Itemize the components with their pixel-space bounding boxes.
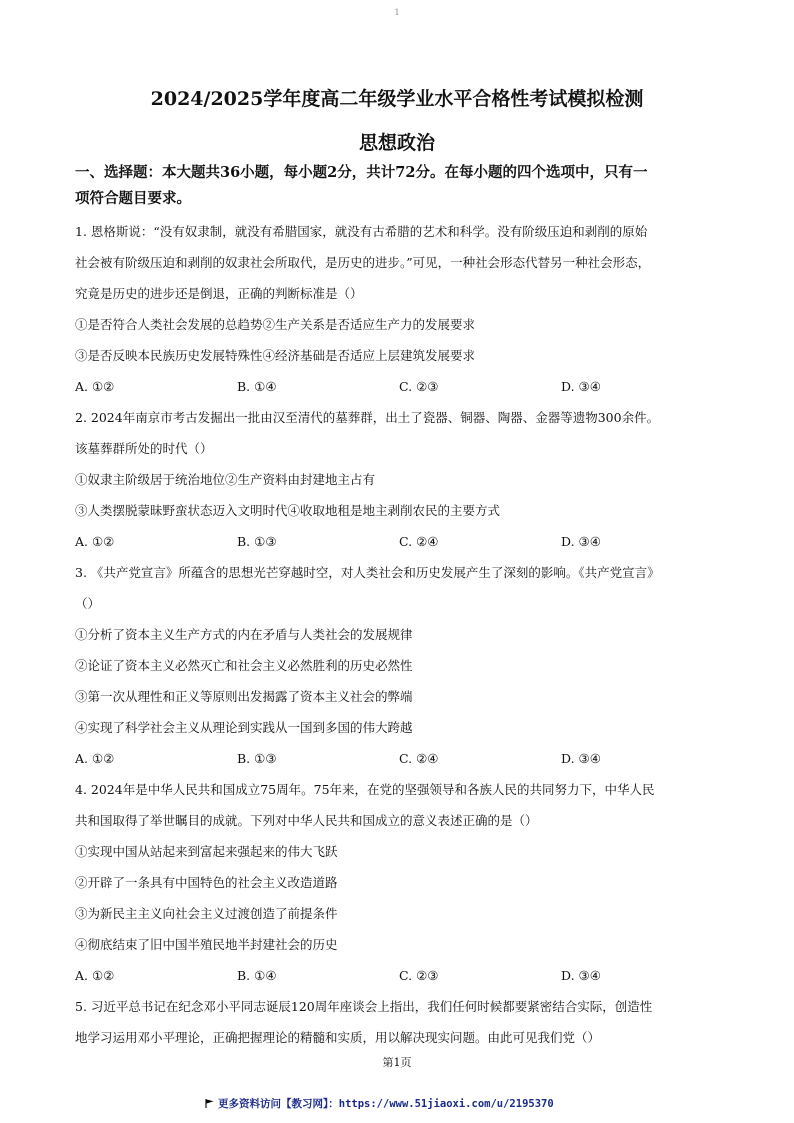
exam-title: 2024/2025学年度高二年级学业水平合格性考试模拟检测 xyxy=(150,88,644,110)
section-heading xyxy=(75,160,723,212)
choice-d[interactable]: D. ③④ xyxy=(561,379,601,394)
statement-line: ④实现了科学社会主义从理论到实践从一国到多国的伟大跨越 xyxy=(75,720,413,735)
choice-a[interactable]: A. ①② xyxy=(75,534,115,549)
statement-line: ②开辟了一条具有中国特色的社会主义改造道路 xyxy=(75,875,338,890)
statement-line: ③第一次从理性和正义等原则出发揭露了资本主义社会的弊端 xyxy=(75,689,413,704)
statement-line: ③是否反映本民族历史发展特殊性④经济基础是否适应上层建筑发展要求 xyxy=(75,348,476,363)
choice-b[interactable]: B. ①③ xyxy=(237,534,277,549)
choice-c[interactable]: C. ②③ xyxy=(399,968,439,983)
statement-line: ①分析了资本主义生产方式的内在矛盾与人类社会的发展规律 xyxy=(75,627,413,642)
choice-d[interactable]: D. ③④ xyxy=(561,751,601,766)
statement-line: ①是否符合人类社会发展的总趋势②生产关系是否适应生产力的发展要求 xyxy=(75,317,476,332)
flag-icon xyxy=(205,1099,214,1108)
choice-d[interactable]: D. ③④ xyxy=(561,968,601,983)
choice-a[interactable]: A. ①② xyxy=(75,751,115,766)
question-stem-line: 1. 恩格斯说：“没有奴隶制，就没有希腊国家，就没有古希腊的艺术和科学。没有阶级压迫和剥削的原始 xyxy=(75,224,648,239)
question-stem-line: 共和国取得了举世瞩目的成就。下列对中华人民共和国成立的意义表述正确的是（） xyxy=(75,813,538,828)
statement-line: ③为新民主主义向社会主义过渡创造了前提条件 xyxy=(75,906,338,921)
question-stem-line: 究竟是历史的进步还是倒退，正确的判断标准是（） xyxy=(75,286,363,301)
question-1 xyxy=(75,216,723,402)
choice-row xyxy=(75,743,723,774)
question-stem-line: 5. 习近平总书记在纪念邓小平同志诞辰120周年座谈会上指出，我们任何时候都要紧密结合实际，创造性 xyxy=(75,999,653,1014)
statement-line: ③人类摆脱蒙昧野蛮状态迈入文明时代④收取地租是地主剥削农民的主要方式 xyxy=(75,503,501,518)
question-4 xyxy=(75,774,723,991)
choice-a[interactable]: A. ①② xyxy=(75,379,115,394)
question-2 xyxy=(75,402,723,557)
choice-a[interactable]: A. ①② xyxy=(75,968,115,983)
choice-d[interactable]: D. ③④ xyxy=(561,534,601,549)
section-heading-line: 项符合题目要求。 xyxy=(75,190,191,207)
choice-c[interactable]: C. ②④ xyxy=(399,534,439,549)
question-stem-line: 地学习运用邓小平理论，正确把握理论的精髓和实质，用以解决现实问题。由此可见我们党（） xyxy=(75,1030,601,1045)
statement-line: ②论证了资本主义必然灭亡和社会主义必然胜利的历史必然性 xyxy=(75,658,413,673)
page-number: 第1页 xyxy=(382,1056,412,1069)
footer-link[interactable] xyxy=(205,1096,554,1111)
question-3 xyxy=(75,557,723,774)
question-content xyxy=(75,160,723,1053)
choice-b[interactable]: B. ①③ xyxy=(237,751,277,766)
footer-text[interactable]: 更多资料访问【教习网】：https://www.51jiaoxi.com/u/2195370 xyxy=(218,1098,554,1110)
choice-row xyxy=(75,371,723,402)
question-stem-line: 3. 《共产党宣言》所蕴含的思想光芒穿越时空，对人类社会和历史发展产生了深刻的影响。《共产党宣言》 xyxy=(75,565,660,580)
statement-line: ①实现中国从站起来到富起来强起来的伟大飞跃 xyxy=(75,844,338,859)
question-stem-line: 2. 2024年南京市考古发掘出一批由汉至清代的墓葬群，出土了瓷器、铜器、陶器、金器等遗物300余件。 xyxy=(75,410,660,425)
question-stem-line: 社会被有阶级压迫和剥削的奴隶社会所取代，是历史的进步。”可见，一种社会形态代替另一种社会形态， xyxy=(75,255,651,270)
question-stem-line: 4. 2024年是中华人民共和国成立75周年。75年来，在党的坚强领导和各族人民的共同努力下，中华人民 xyxy=(75,782,655,797)
choice-b[interactable]: B. ①④ xyxy=(237,968,277,983)
choice-c[interactable]: C. ②④ xyxy=(399,751,439,766)
exam-subject: 思想政治 xyxy=(358,132,435,154)
choice-row xyxy=(75,960,723,991)
statement-line: ④彻底结束了旧中国半殖民地半封建社会的历史 xyxy=(75,937,338,952)
choice-c[interactable]: C. ②③ xyxy=(399,379,439,394)
statement-line: ①奴隶主阶级居于统治地位②生产资料由封建地主占有 xyxy=(75,472,376,487)
question-5 xyxy=(75,991,723,1053)
question-stem-line: 该墓葬群所处的时代（） xyxy=(75,441,213,456)
choice-row xyxy=(75,526,723,557)
section-heading-line: 一、选择题：本大题共36小题，每小题2分，共计72分。在每小题的四个选项中，只有一 xyxy=(75,164,648,181)
question-stem-line: （） xyxy=(75,596,101,611)
choice-b[interactable]: B. ①④ xyxy=(237,379,277,394)
top-mark: 1 xyxy=(394,8,400,17)
